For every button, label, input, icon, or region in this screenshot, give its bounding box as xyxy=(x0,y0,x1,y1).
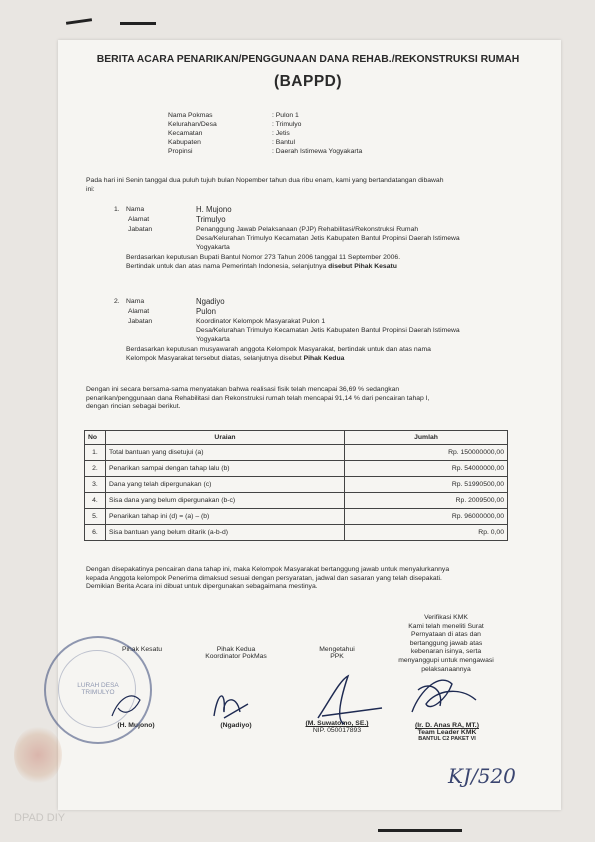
party-basis: Bertindak untuk dan atas nama Pemerintah Indonesia, selanjutnya disebut Pihak Kesatu xyxy=(126,263,397,270)
intro-line: ini: xyxy=(86,185,95,193)
party-basis: Berdasarkan keputusan musyawarah anggota Kelompok Masyarakat, bertindak untuk dan atas nama xyxy=(126,346,431,353)
document-subtitle: (BAPPD) xyxy=(273,73,343,90)
verifikasi-line: pelaksanaannya xyxy=(421,665,471,673)
party-position: Desa/Kelurahan Trimulyo Kecamatan Jetis Kabupaten Bantul Propinsi Daerah Istimewa xyxy=(196,235,460,242)
party-label: Alamat xyxy=(128,308,150,315)
party-number: 1. xyxy=(114,206,120,213)
party-name: H. Mujono xyxy=(196,205,232,214)
verifikasi-line: kebenaran isinya, serta xyxy=(410,648,482,656)
intro-line: Pada hari ini Senin tanggal dua puluh tujuh bulan Nopember tahun dua ribu enam, kami yang bertandatangan dibawah xyxy=(86,177,444,184)
row-amount: Rp. 150000000,00 xyxy=(345,445,508,461)
verifikasi-line: menyanggupi untuk mengawasi xyxy=(398,656,494,664)
party-label: Alamat xyxy=(128,216,150,223)
document-title: BERITA ACARA PENARIKAN/PENGGUNAAN DANA REHAB./REKONSTRUKSI RUMAH xyxy=(96,54,520,65)
signature-suwatomo-scribble xyxy=(318,676,382,724)
row-amount: Rp. 0,00 xyxy=(345,525,508,541)
party-basis: Berdasarkan keputusan Bupati Bantul Nomor 273 Tahun 2006 tanggal 11 September 2006. xyxy=(126,254,401,261)
signatory-title: Team Leader KMK xyxy=(417,729,477,736)
info-label: Kabupaten xyxy=(168,139,201,146)
party-position: Yogyakarta xyxy=(196,244,230,251)
info-value: : Pulon 1 xyxy=(272,112,299,119)
party-label: Nama xyxy=(126,298,145,305)
info-label: Propinsi xyxy=(168,148,193,155)
signatory-name: (Ir. D. Anas RA, MT.) xyxy=(415,722,479,729)
verifikasi-line: Pernyataan di atas dan xyxy=(411,631,481,639)
watermark-text: DPAD DIY xyxy=(14,812,66,824)
signature-anas-scribble xyxy=(412,680,476,712)
signature-ngadiyo-scribble xyxy=(214,696,248,718)
column-header-uraian: Uraian xyxy=(106,431,345,445)
row-amount: Rp. 54000000,00 xyxy=(345,461,508,477)
row-description: Penarikan tahap ini (d) = (a) – (b) xyxy=(106,509,345,525)
watermark-logo-icon xyxy=(14,726,62,784)
stamp-text-inner: LURAH DESA TRIMULYO xyxy=(77,682,119,696)
handwritten-code: KJ/520 xyxy=(448,764,516,788)
signature-subtitle: PPK xyxy=(330,653,344,660)
row-number: 1. xyxy=(85,445,106,461)
row-description: Penarikan sampai dengan tahap lalu (b) xyxy=(106,461,345,477)
row-number: 5. xyxy=(85,509,106,525)
party-label: Jabatan xyxy=(128,226,153,233)
signatory-nip: NIP. 050017893 xyxy=(312,727,362,734)
column-header-no: No xyxy=(85,431,106,445)
closing-line: Dengan disepakatinya pencairan dana tahap ini, maka Kelompok Masyarakat bertanggung jawab untuk menyalurkannya xyxy=(86,566,450,573)
verifikasi-line: Kami telah meneliti Surat xyxy=(408,622,484,630)
info-value: : Bantul xyxy=(272,139,296,146)
party-label: Jabatan xyxy=(128,318,153,325)
signature-title: Mengetahui xyxy=(319,646,355,653)
signature-pihak-kesatu-name: (H. Mujono) xyxy=(117,722,155,729)
info-value: : Jetis xyxy=(272,130,290,137)
closing-line: kepada Anggota kelompok Penerima dimaksud sesuai dengan persyaratan, jadwal dan sasaran yang telah disepakati. xyxy=(86,574,442,582)
signature-mujono-scribble xyxy=(112,696,140,716)
signature-pihak-kesatu-title: Pihak Kesatu xyxy=(121,646,163,653)
signature-title: Pihak Kedua xyxy=(216,646,256,653)
statement-line: dengan rincian sebagai berikut. xyxy=(86,403,181,411)
info-label: Kecamatan xyxy=(168,130,203,137)
signatory-name: (M. Suwatomo, SE.) xyxy=(305,720,369,727)
party-address: Pulon xyxy=(196,307,216,316)
verifikasi-line: bertanggung jawab atas xyxy=(409,639,483,647)
row-number: 3. xyxy=(85,477,106,493)
row-description: Sisa dana yang belum dipergunakan (b-c) xyxy=(106,493,345,509)
party-position: Penanggung Jawab Pelaksanaan (PJP) Rehabilitasi/Rekonstruksi Rumah xyxy=(196,226,419,233)
row-description: Sisa bantuan yang belum ditarik (a-b-d) xyxy=(106,525,345,541)
info-value: : Trimulyo xyxy=(272,121,302,128)
signature-subtitle: Koordinator PokMas xyxy=(205,653,267,660)
party-position: Koordinator Kelompok Masyarakat Pulon 1 xyxy=(196,318,326,325)
party-basis: Kelompok Masyarakat tersebut diatas, selanjutnya disebut Pihak Kedua xyxy=(126,355,345,362)
column-header-jumlah: Jumlah xyxy=(345,431,508,445)
closing-line: Demikian Berita Acara ini dibuat untuk dipergunakan sebagaimana mestinya. xyxy=(86,583,318,591)
party-name: Ngadiyo xyxy=(196,297,225,306)
row-number: 4. xyxy=(85,493,106,509)
info-label: Nama Pokmas xyxy=(168,112,213,119)
statement-line: penarikan/penggunaan dana Rehabilitasi dan Rekonstruksi rumah telah mencapai 91,14 % dari pencairan tahap I, xyxy=(86,394,430,402)
signature-pihak-kedua-name: (Ngadiyo) xyxy=(220,722,252,729)
info-value: : Daerah Istimewa Yogyakarta xyxy=(272,148,363,155)
party-label: Nama xyxy=(126,206,145,213)
row-number: 6. xyxy=(85,525,106,541)
party-address: Trimulyo xyxy=(196,215,226,224)
row-description: Dana yang telah dipergunakan (c) xyxy=(106,477,345,493)
row-amount: Rp. 2009500,00 xyxy=(345,493,508,509)
party-number: 2. xyxy=(114,298,120,305)
statement-line: Dengan ini secara bersama-sama menyatakan bahwa realisasi fisik telah mencapai 36,69 % sedangkan xyxy=(86,386,400,393)
signatory-subtitle: BANTUL C2 PAKET VI xyxy=(418,736,476,742)
row-number: 2. xyxy=(85,461,106,477)
party-position: Yogyakarta xyxy=(196,336,230,343)
info-label: Kelurahan/Desa xyxy=(168,121,217,128)
row-description: Total bantuan yang disetujui (a) xyxy=(106,445,345,461)
row-amount: Rp. 96000000,00 xyxy=(345,509,508,525)
party-position: Desa/Kelurahan Trimulyo Kecamatan Jetis Kabupaten Bantul Propinsi Daerah Istimewa xyxy=(196,327,460,334)
verifikasi-line: Verifikasi KMK xyxy=(424,614,468,621)
row-amount: Rp. 51990500,00 xyxy=(345,477,508,493)
